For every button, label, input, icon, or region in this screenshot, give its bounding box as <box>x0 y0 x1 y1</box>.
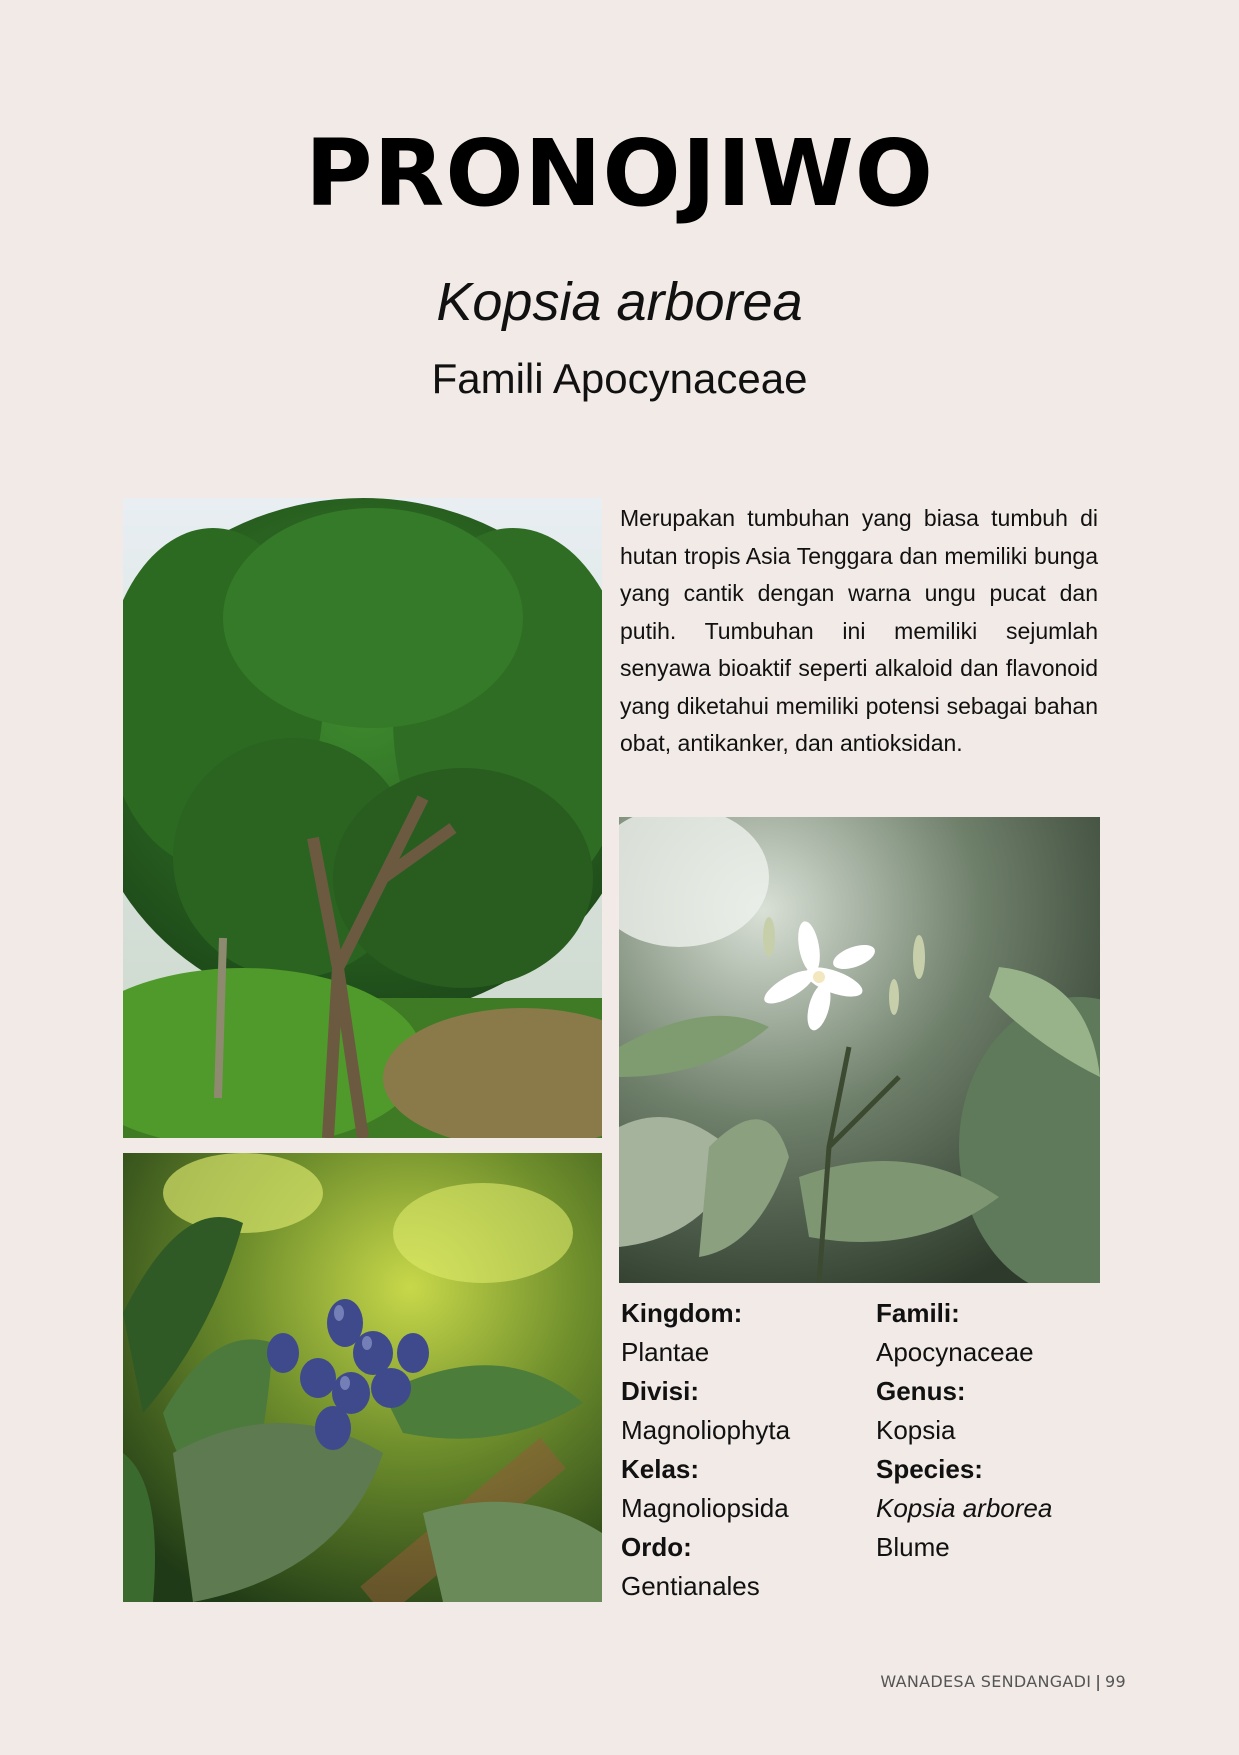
publication-name: WANADESA SENDANGADI <box>880 1672 1092 1691</box>
taxonomy-value-famili: Apocynaceae <box>876 1337 1034 1367</box>
page-number: 99 <box>1105 1672 1126 1691</box>
plant-description: Merupakan tumbuhan yang biasa tumbuh di hutan tropis Asia Tenggara dan memiliki bunga yang cantik dengan warna ungu pucat dan putih. Tumbuhan ini memiliki sejumlah senyawa bioaktif seperti alkaloid dan flavonoid yang diketahui memiliki potensi sebagai bahan obat, antikanker, dan antioksidan. <box>620 505 1098 756</box>
scientific-name: Kopsia arborea <box>436 272 803 332</box>
family-subtitle: Famili Apocynaceae <box>431 355 808 402</box>
tree-photo <box>123 498 602 1138</box>
taxonomy-value-genus: Kopsia <box>876 1415 956 1445</box>
taxonomy-key-divisi: Divisi: <box>621 1376 700 1406</box>
page-title: PRONOJIWO <box>305 120 934 227</box>
taxonomy-key-species: Species: <box>876 1454 983 1484</box>
taxonomy-value-species: Kopsia arborea <box>876 1493 1053 1523</box>
fruit-photo <box>123 1153 602 1602</box>
taxonomy-left-column <box>621 1294 871 1606</box>
taxonomy-key-genus: Genus: <box>876 1376 966 1406</box>
taxonomy-value-species-author: Blume <box>876 1532 950 1562</box>
taxonomy-key-ordo: Ordo: <box>621 1532 692 1562</box>
taxonomy-key-kingdom: Kingdom: <box>621 1298 743 1328</box>
flower-photo <box>619 817 1100 1283</box>
taxonomy-value-ordo: Gentianales <box>621 1571 760 1601</box>
taxonomy-right-column <box>876 1294 1106 1567</box>
taxonomy-key-famili: Famili: <box>876 1298 960 1328</box>
taxonomy-value-kelas: Magnoliopsida <box>621 1493 789 1523</box>
taxonomy-value-kingdom: Plantae <box>621 1337 710 1367</box>
page-footer <box>880 1672 1126 1691</box>
taxonomy-key-kelas: Kelas: <box>621 1454 700 1484</box>
footer-separator: | <box>1095 1672 1102 1691</box>
taxonomy-value-divisi: Magnoliophyta <box>621 1415 791 1445</box>
